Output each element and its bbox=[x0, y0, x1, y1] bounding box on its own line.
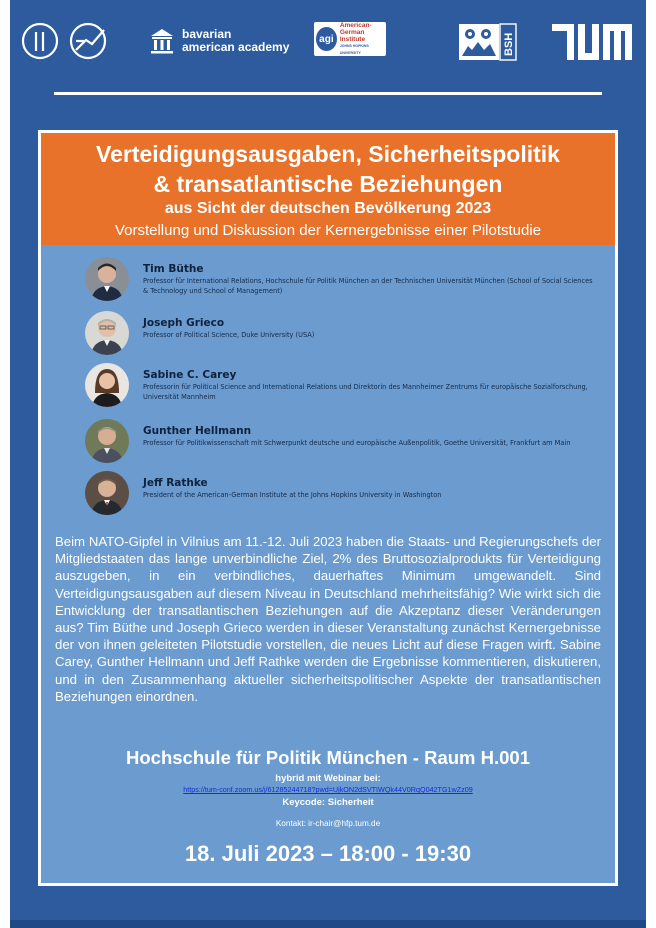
event-date: 18. Juli 2023 – 18:00 - 19:30 bbox=[184, 841, 472, 866]
bsh-text: BSH bbox=[503, 32, 515, 56]
tagline: Vorstellung und Diskussion der Kernergebnisse einer Pilotstudie bbox=[114, 222, 542, 239]
speaker-buethe bbox=[85, 257, 595, 301]
logo-divider bbox=[54, 92, 602, 95]
hybrid-note: hybrid mit Webinar bei: bbox=[275, 773, 381, 784]
contact-email: Kontakt: ir-chair@hfp.tum.de bbox=[275, 819, 381, 828]
speaker-description: Professor of Political Science, Duke University (USA) bbox=[143, 331, 315, 339]
speaker-photo bbox=[85, 363, 129, 407]
american-german-institute-logo bbox=[314, 22, 386, 56]
speaker-name: Sabine C. Carey bbox=[143, 369, 237, 381]
title-banner bbox=[41, 133, 615, 245]
agi-mark: agi bbox=[316, 27, 337, 51]
speaker-name: Jeff Rathke bbox=[143, 477, 208, 489]
subtitle: aus Sicht der deutschen Bevölkerung 2023 bbox=[164, 200, 492, 217]
speaker-description: Professor für Politikwissenschaft mit Schwerpunkt deutsche und europäische Außenpolitik, Goethe Universität, Frankfurt am Main bbox=[143, 439, 571, 447]
speaker-hellmann bbox=[85, 419, 595, 463]
tum-logo-icon bbox=[552, 22, 632, 62]
poster-frame-bottom-edge bbox=[10, 920, 646, 928]
webinar-keycode: Keycode: Sicherheit bbox=[282, 797, 374, 808]
webinar-link[interactable]: https://tum-conf.zoom.us/j/61285244718?pwd=UjkON2dSVTIWQk44V0RqQ042TG1wZz09 bbox=[183, 785, 473, 794]
agi-line3: Institute bbox=[339, 35, 366, 43]
university-logo-icon bbox=[20, 20, 112, 62]
speaker-description: President of the American-German Institute at the Johns Hopkins University in Washington bbox=[143, 491, 442, 499]
baa-line2: american academy bbox=[182, 40, 290, 54]
event-venue: Hochschule für Politik München - Raum H.001 bbox=[126, 747, 530, 768]
speaker-name: Gunther Hellmann bbox=[143, 425, 252, 437]
speaker-photo bbox=[85, 311, 129, 355]
agi-line2: German bbox=[339, 28, 365, 36]
speaker-grieco bbox=[85, 311, 595, 355]
bavarian-american-academy-logo bbox=[150, 22, 290, 60]
speaker-rathke bbox=[85, 471, 595, 515]
academy-building-icon bbox=[150, 28, 174, 54]
title-line-1: Verteidigungsausgaben, Sicherheitspolitik bbox=[96, 141, 560, 167]
title-line-2: & transatlantische Beziehungen bbox=[153, 171, 503, 197]
speaker-photo bbox=[85, 257, 129, 301]
content-panel bbox=[38, 130, 618, 886]
speaker-name: Tim Büthe bbox=[143, 263, 204, 275]
bsh-logo-icon bbox=[458, 20, 520, 64]
speaker-photo bbox=[85, 419, 129, 463]
baa-line1: bavarian bbox=[182, 27, 232, 41]
agi-line1: American- bbox=[339, 21, 372, 29]
speaker-photo bbox=[85, 471, 129, 515]
agi-line4: JOHNS HOPKINS UNIVERSITY bbox=[339, 43, 369, 55]
speaker-description: Professorin für Political Science and International Relations und Direktorin des Mannheimer Zentrums für europäische Sozialforschung, Universität Mannheim bbox=[143, 383, 588, 401]
speaker-description: Professor für International Relations, Hochschule für Politik München an der Technischen Universität München (School of Social Sciences & Technology und School of Management) bbox=[143, 277, 593, 295]
event-description: Beim NATO-Gipfel in Vilnius am 11.-12. Juli 2023 haben die Staats- und Regierungschefs der Mitgliedstaaten das lange unverbindliche Ziel, 2% des Bruttosozialprodukts für Verteidigung auszugeben, in ein verbindliches, dauerhaftes Minimum umgewandelt. Sind Verteidigungsausgaben auf diesem Niveau in Deutschland mehrheitsfähig? Wie wirkt sich die Entwicklung der transatlantischen Beziehungen auf die Akzeptanz dieser Veränderungen aus? Tim Büthe und Joseph Grieco werden in dieser Veranstaltung zunächst Kernergebnisse der von ihnen geleiteten Pilotstudie vorstellen, die neues Licht auf diese Fragen wirft. Sabine Carey, Gunther Hellmann und Jeff Rathke werden die Ergebnisse kommentieren, diskutieren, und in den Zusammenhang aktueller sicherheitspolitischer Aspekte der transatlantischen Beziehungen einordnen. bbox=[55, 534, 601, 704]
speaker-name: Joseph Grieco bbox=[143, 317, 225, 329]
speaker-carey bbox=[85, 363, 595, 407]
